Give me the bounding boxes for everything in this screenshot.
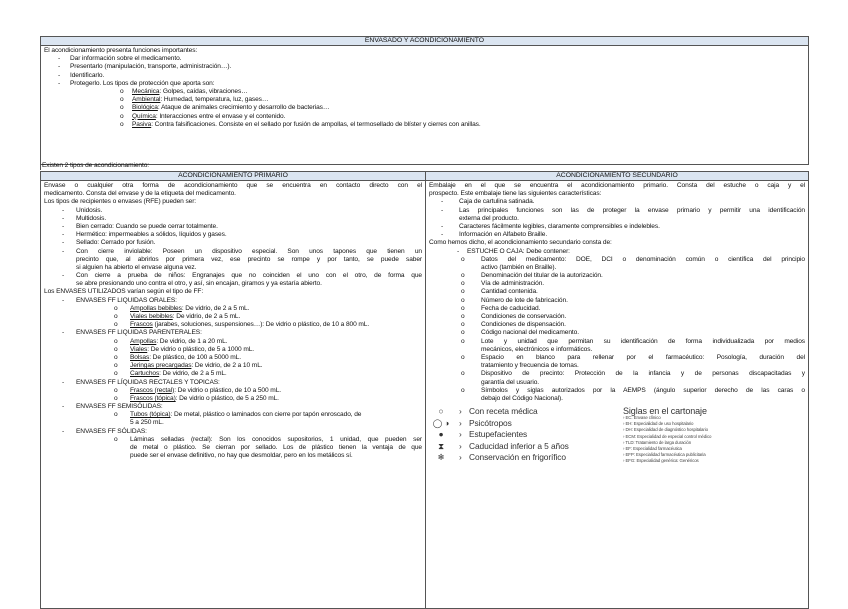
- function-item: - Protegerlo. Los tipos de protección que aporta son:: [58, 79, 215, 87]
- container-item: o Frascos (tópica): De vidrio o plástico, de 5 a 250 mL.: [114, 394, 279, 402]
- legend-label: Estupefacientes: [469, 429, 528, 440]
- tubos-item: o Tubos (tópica): De metal, plástico o laminados con cierre por tapón enroscado, de 5 a 250 mL.: [114, 411, 362, 427]
- sigla-item: › EF: Especialidad farmacéutica: [623, 446, 682, 452]
- arrow-icon: ›: [459, 417, 462, 428]
- childproof-item: - Con cierre a prueba de niños: Engranajes que no coinciden el uno con el otro, de forma que se abre presionando uno contra el otro, y así, sin encajan, giramos y ya estaría abierto.: [62, 272, 422, 288]
- protection-item: o Ambiental: Humedad, temperatura, luz, gases…: [120, 96, 269, 104]
- secondary-header: ACONDICIONAMIENTO SECUNDARIO: [426, 171, 808, 181]
- box-items-list: [429, 256, 805, 403]
- semisolid-group: - ENVASES FF SEMISÓLIDAS:: [62, 403, 163, 411]
- legend-row: [429, 453, 599, 465]
- protection-item: o Química: Interacciones entre el envase y el contenido.: [120, 112, 286, 120]
- protection-list: [44, 88, 805, 129]
- protection-item: o Biológica: Ataque de animales crecimiento y desarrollo de bacterias…: [120, 104, 330, 112]
- intro-text: El acondicionamiento presenta funciones importantes:: [44, 47, 198, 54]
- box-item: o Condiciones de dispensación.: [461, 321, 566, 329]
- secondary-intro: Embalaje en el que se encuentra el acondicionamiento primario. Consta del estuche o caja y el: [429, 182, 805, 189]
- feature-item: - Caracteres fácilmente legibles, claramente comprensibles e indelebles.: [441, 222, 660, 230]
- arrow-icon: ›: [459, 406, 462, 417]
- function-list: [44, 55, 805, 88]
- sigla-item: › EC: Envase clínico: [623, 415, 661, 421]
- feature-item: - Información en Alfabeto Braille.: [441, 231, 548, 239]
- hourglass-icon: ⧗: [438, 440, 444, 451]
- primary-intro: Envase o cualquier otra forma de acondicionamiento que se encuentra en contacto directo con el: [44, 182, 422, 189]
- container-item: o Cartuchos: De vidrio, de 2 a 5 mL.: [114, 370, 227, 378]
- sigla-item: › DH: Especialidad de diagnóstico hospitalario: [623, 427, 708, 433]
- container-type-item: - Unidosis.: [62, 206, 103, 214]
- container-item: o Bolsas: De plástico, de 100 a 5000 mL.: [114, 353, 241, 361]
- container-item: o Viales: De vidrio o plástico, de 5 a 1000 mL.: [114, 345, 255, 353]
- solid-item: o Láminas selladas (rectal): Son los conocidos supositorios, 1 unidad, que pueden ser de metal o plástico. Se cierran por sellado. Los de plástico tienen la ventaja de que puede ser el envase definitivo, no hay que desmoldar, pero en los metálicos sí.: [114, 435, 422, 460]
- sigla-item: › ECM: Especialidad de especial control médico: [623, 433, 712, 439]
- legend-label: Conservación en frigorífico: [469, 452, 566, 463]
- box-item: o Lote y unidad que permitan su identificación de forma individualizada por medios mecánicos, electrónicos e informáticos.: [461, 337, 805, 353]
- sigla-item: › EFP: Especialidad farmacéutica publicitaria: [623, 452, 706, 458]
- box-item: o Cantidad contenida.: [461, 288, 538, 296]
- primary-intro-2: medicamento. Consta del envase y de la etiqueta del medicamento.: [44, 190, 236, 198]
- box-item: o Símbolos y siglas autorizados por la AEMPS (ángulo superior derecho de las caras o debajo del Código Nacional).: [461, 386, 805, 402]
- sigla-item: › EFG: Especialidad genérica: Genéricos: [623, 458, 699, 464]
- box-item: o Número de lote de fabricación.: [461, 296, 568, 304]
- container-type-item: - Bien cerrado: Cuando se puede cerrar totalmente.: [62, 222, 218, 230]
- primary-header: ACONDICIONAMIENTO PRIMARIO: [41, 171, 425, 181]
- container-type-item: - Hermético: impermeables a sólidos, líquidos y gases.: [62, 231, 227, 239]
- box-item: o Código nacional del medicamento.: [461, 329, 579, 337]
- container-types-list: [44, 207, 422, 248]
- container-item: o Ampollas: De vidrio, de 1 a 20 mL.: [114, 337, 228, 345]
- container-type-item: - Multidosis.: [62, 214, 107, 222]
- narcotic-icon: ●: [438, 429, 444, 440]
- legend-label: Caducidad inferior a 5 años: [469, 440, 569, 451]
- sigla-item: › TLD: Tratamiento de larga duración: [623, 439, 692, 445]
- container-item: o Ampollas bebibles: De vidrio, de 2 a 5 mL.: [114, 304, 250, 312]
- container-group-title: - ENVASES FF LÍQUIDAS RECTALES Y TOPICAS:: [62, 378, 220, 386]
- feature-item: - Las principales funciones son las de proteger la envase primario y permitir una identificación externa del producto.: [441, 206, 805, 222]
- feature-list: [429, 198, 805, 239]
- box-item: o Datos del medicamento: DOE, DCI o denominación común o científica del principio activo (también en Braille).: [461, 255, 805, 271]
- used-containers-intro: Los ENVASES UTILIZADOS varían según el tipo de FF:: [44, 288, 204, 296]
- intro-section: [40, 46, 809, 165]
- arrow-icon: ›: [459, 429, 462, 440]
- secondary-intro-2: prospecto. Este embalaje tiene las siguientes características:: [429, 190, 602, 198]
- box-item: o Vía de administración.: [461, 280, 545, 288]
- arrow-icon: ›: [459, 440, 462, 451]
- sigla-item: › EH: Especialidad de uso hospitalario: [623, 421, 694, 427]
- secondary-said: Como hemos dicho, el acondicionamiento secundario consta de:: [429, 239, 612, 247]
- container-types-intro: Los tipos de recipientes o envases (RFE) pueden ser:: [44, 198, 197, 206]
- feature-item: - Caja de cartulina satinada.: [441, 198, 535, 206]
- siglas-title: Siglas en el cartonaje: [623, 406, 707, 417]
- container-item: o Frascos (jarabes, soluciones, suspensiones…): De vidrio o plástico, de 10 a 800 mL.: [114, 321, 370, 329]
- legend-label: Con receta médica: [469, 406, 538, 417]
- legend-label: Psicótropos: [469, 417, 512, 428]
- page-title: ENVASADO Y ACONDICIONAMIENTO: [40, 36, 809, 46]
- container-type-item: - Sellado: Cerrado por fusión.: [62, 239, 156, 247]
- container-item: o Jeringas precargadas: De vidrio, de 2 a 10 mL.: [114, 362, 263, 370]
- solid-group: - ENVASES FF SÓLIDAS:: [62, 427, 147, 435]
- function-item: - Identificarlo.: [58, 71, 105, 79]
- function-item: - Dar información sobre el medicamento.: [58, 55, 182, 63]
- inviolable-item: - Con cierre inviolable: Poseen un dispositivo especial. Son unos tapones que tienen un precinto que, al abrirlos por primera vez, ese precinto se rompe y por tanto, se puede saber si alguien ha abierto el envase alguna vez.: [62, 247, 422, 271]
- document-page: [40, 36, 809, 566]
- prescription-circle-icon: ○: [438, 406, 444, 417]
- box-item: o Condiciones de conservación.: [461, 313, 567, 320]
- siglas-panel: [623, 407, 783, 465]
- snowflake-icon: ❄: [437, 452, 445, 463]
- types-line: Existen 2 tipos de acondicionamiento:: [42, 162, 149, 169]
- secondary-column: [426, 171, 809, 609]
- box-item: o Espacio en blanco para rellenar por el farmacéutico: Posología, duración del tratamiento y frecuencia de tomas.: [461, 353, 805, 370]
- container-groups: [44, 297, 422, 403]
- arrow-icon: ›: [459, 452, 462, 463]
- legend-row: [429, 407, 599, 419]
- box-title: - ESTUCHE O CAJA: Debe contener:: [457, 247, 570, 255]
- symbols-legend: [429, 407, 805, 467]
- container-item: o Viales bebibles: De vidrio, de 2 a 5 mL.: [114, 313, 241, 320]
- container-group-title: - ENVASES FF LIQUIDAS ORALES:: [62, 296, 177, 304]
- box-item: o Fecha de caducidad.: [461, 304, 541, 312]
- protection-item: o Mecánica: Golpes, caídas, vibraciones…: [120, 87, 248, 95]
- protection-item: o Pasiva: Contra falsificaciones. Consiste en el sellado por fusión de ampollas, el termosellado de blíster y cierres con anillas.: [120, 120, 481, 128]
- container-group-title: - ENVASES FF LIQUIDAS PARENTERALES:: [62, 329, 202, 337]
- psychotropic-icon: ◯ ◑: [432, 417, 450, 428]
- box-item: o Denominación del titular de la autorización.: [461, 272, 603, 280]
- box-item: o Dispositivo de precinto: Protección de la infancia y de personas discapacitadas y garantía del usuario.: [461, 370, 805, 386]
- primary-column: [40, 171, 426, 609]
- container-item: o Frascos (rectal): De vidrio o plástico, de 10 a 500 mL.: [114, 386, 281, 394]
- function-item: - Presentarlo (manipulación, transporte, administración…).: [58, 63, 232, 71]
